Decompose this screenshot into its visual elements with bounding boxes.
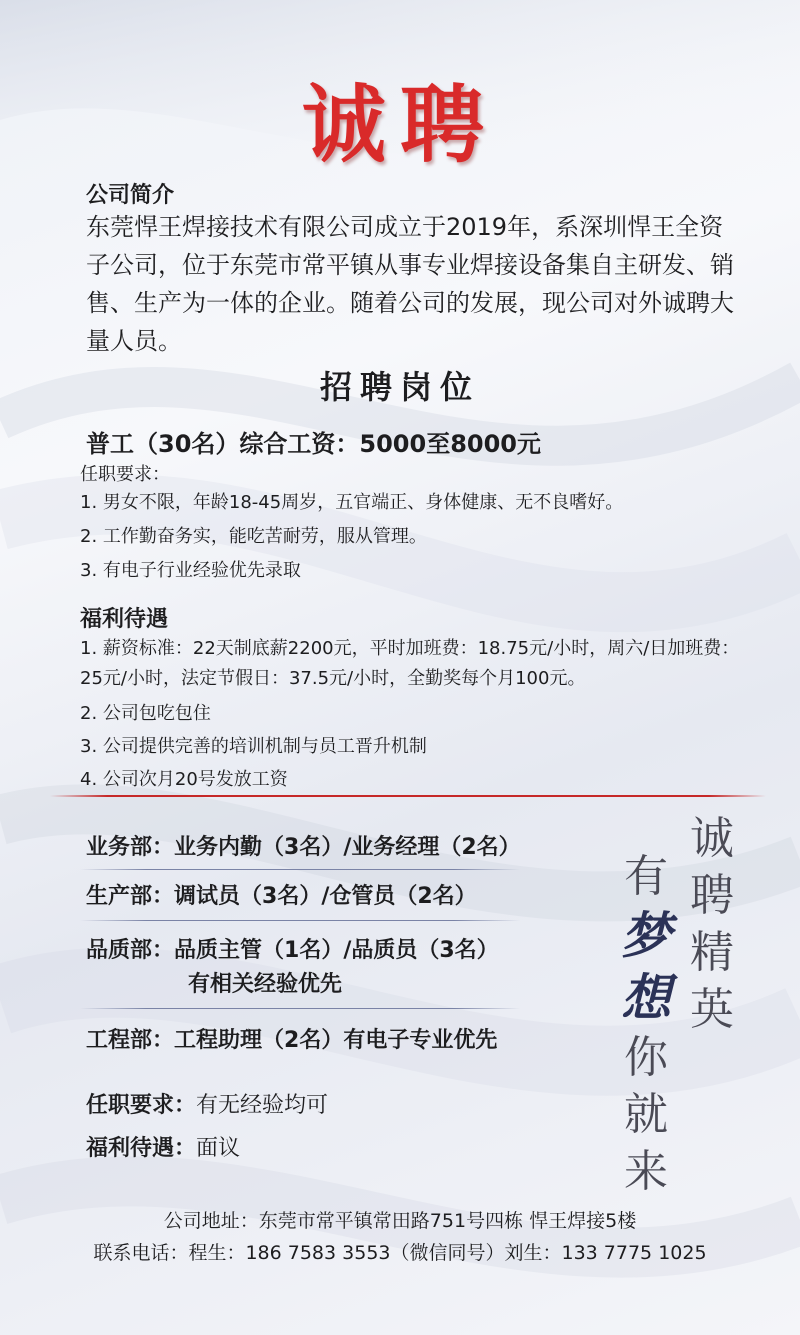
requirements-heading: 任职要求：	[80, 464, 170, 485]
slogan-char: 诚	[690, 813, 734, 864]
contact-phone: 联系电话：程生：186 7583 3553（微信同号）刘生：133 7775 1025	[93, 1242, 707, 1264]
general-benefits	[86, 1132, 240, 1166]
dept-engineering	[86, 1024, 497, 1058]
benefits-label: 福利待遇：	[86, 1136, 197, 1161]
slogan-char-dream: 梦	[621, 907, 671, 965]
general-requirements	[86, 1089, 328, 1123]
positions-title: 招聘岗位	[319, 368, 480, 406]
list-item: 3. 公司提供完善的培训机制与员工晋升机制	[80, 736, 427, 757]
list-item: 1. 薪资标准：22天制底薪2200元，平时加班费：18.75元/小时，周六/日加班费：25元/小时，法定节假日：37.5元/小时，全勤奖每个月100元。	[80, 638, 740, 689]
slogan-char: 英	[690, 984, 734, 1035]
dept-label: 业务部：	[86, 835, 175, 860]
slogan-char: 来	[624, 1146, 668, 1197]
benefits-heading: 福利待遇	[80, 607, 169, 632]
slogan-left-column	[618, 848, 674, 1200]
slogan-char-dream: 想	[621, 969, 671, 1027]
intro-heading: 公司简介	[86, 183, 175, 208]
dept-sales	[86, 831, 521, 865]
slogan-char: 精	[690, 927, 734, 978]
row-divider	[80, 1008, 520, 1009]
dept-positions: 业务内勤（3名）/业务经理（2名）	[174, 835, 521, 860]
intro-body: 东莞悍王焊接技术有限公司成立于2019年，系深圳悍王全资子公司，位于东莞市常平镇从事专业焊接设备集自主研发、销售、生产为一体的企业。随着公司的发展，现公司对外诚聘大量人员。	[86, 213, 734, 355]
row-divider	[80, 869, 520, 870]
list-item: 3. 有电子行业经验优先录取	[80, 560, 301, 581]
company-address: 公司地址：东莞市常平镇常田路751号四栋 悍王焊接5楼	[163, 1210, 637, 1232]
slogan-char: 你	[624, 1032, 668, 1083]
dept-positions: 品质主管（1名）/品质员（3名）	[174, 938, 499, 963]
slogan-char: 有	[624, 851, 668, 902]
slogan-char: 聘	[690, 870, 734, 921]
list-item: 2. 工作勤奋务实，能吃苦耐劳，服从管理。	[80, 526, 427, 547]
page-title: 诚聘	[301, 75, 498, 174]
general-worker-heading: 普工（30名）综合工资：5000至8000元	[86, 430, 541, 458]
list-item: 4. 公司次月20号发放工资	[80, 769, 288, 790]
dept-positions: 工程助理（2名）有电子专业优先	[174, 1028, 498, 1053]
slogan-right-column	[684, 810, 740, 1038]
dept-positions: 调试员（3名）/仓管员（2名）	[174, 884, 477, 909]
dept-quality	[86, 934, 499, 1002]
dept-production	[86, 880, 477, 914]
requirements-value: 有无经验均可	[196, 1093, 329, 1118]
benefits-value: 面议	[196, 1136, 241, 1161]
slogan-char: 就	[624, 1089, 668, 1140]
requirements-list	[80, 486, 760, 588]
dept-note: 有相关经验优先	[188, 972, 343, 997]
benefits-list	[80, 634, 760, 796]
section-divider	[50, 795, 766, 797]
row-divider	[80, 920, 520, 921]
dept-label: 生产部：	[86, 884, 175, 909]
dept-label: 品质部：	[86, 938, 175, 963]
requirements-label: 任职要求：	[86, 1093, 197, 1118]
list-item: 2. 公司包吃包住	[80, 703, 211, 724]
list-item: 1. 男女不限，年龄18-45周岁，五官端正、身体健康、无不良嗜好。	[80, 492, 624, 513]
dept-label: 工程部：	[86, 1028, 175, 1053]
